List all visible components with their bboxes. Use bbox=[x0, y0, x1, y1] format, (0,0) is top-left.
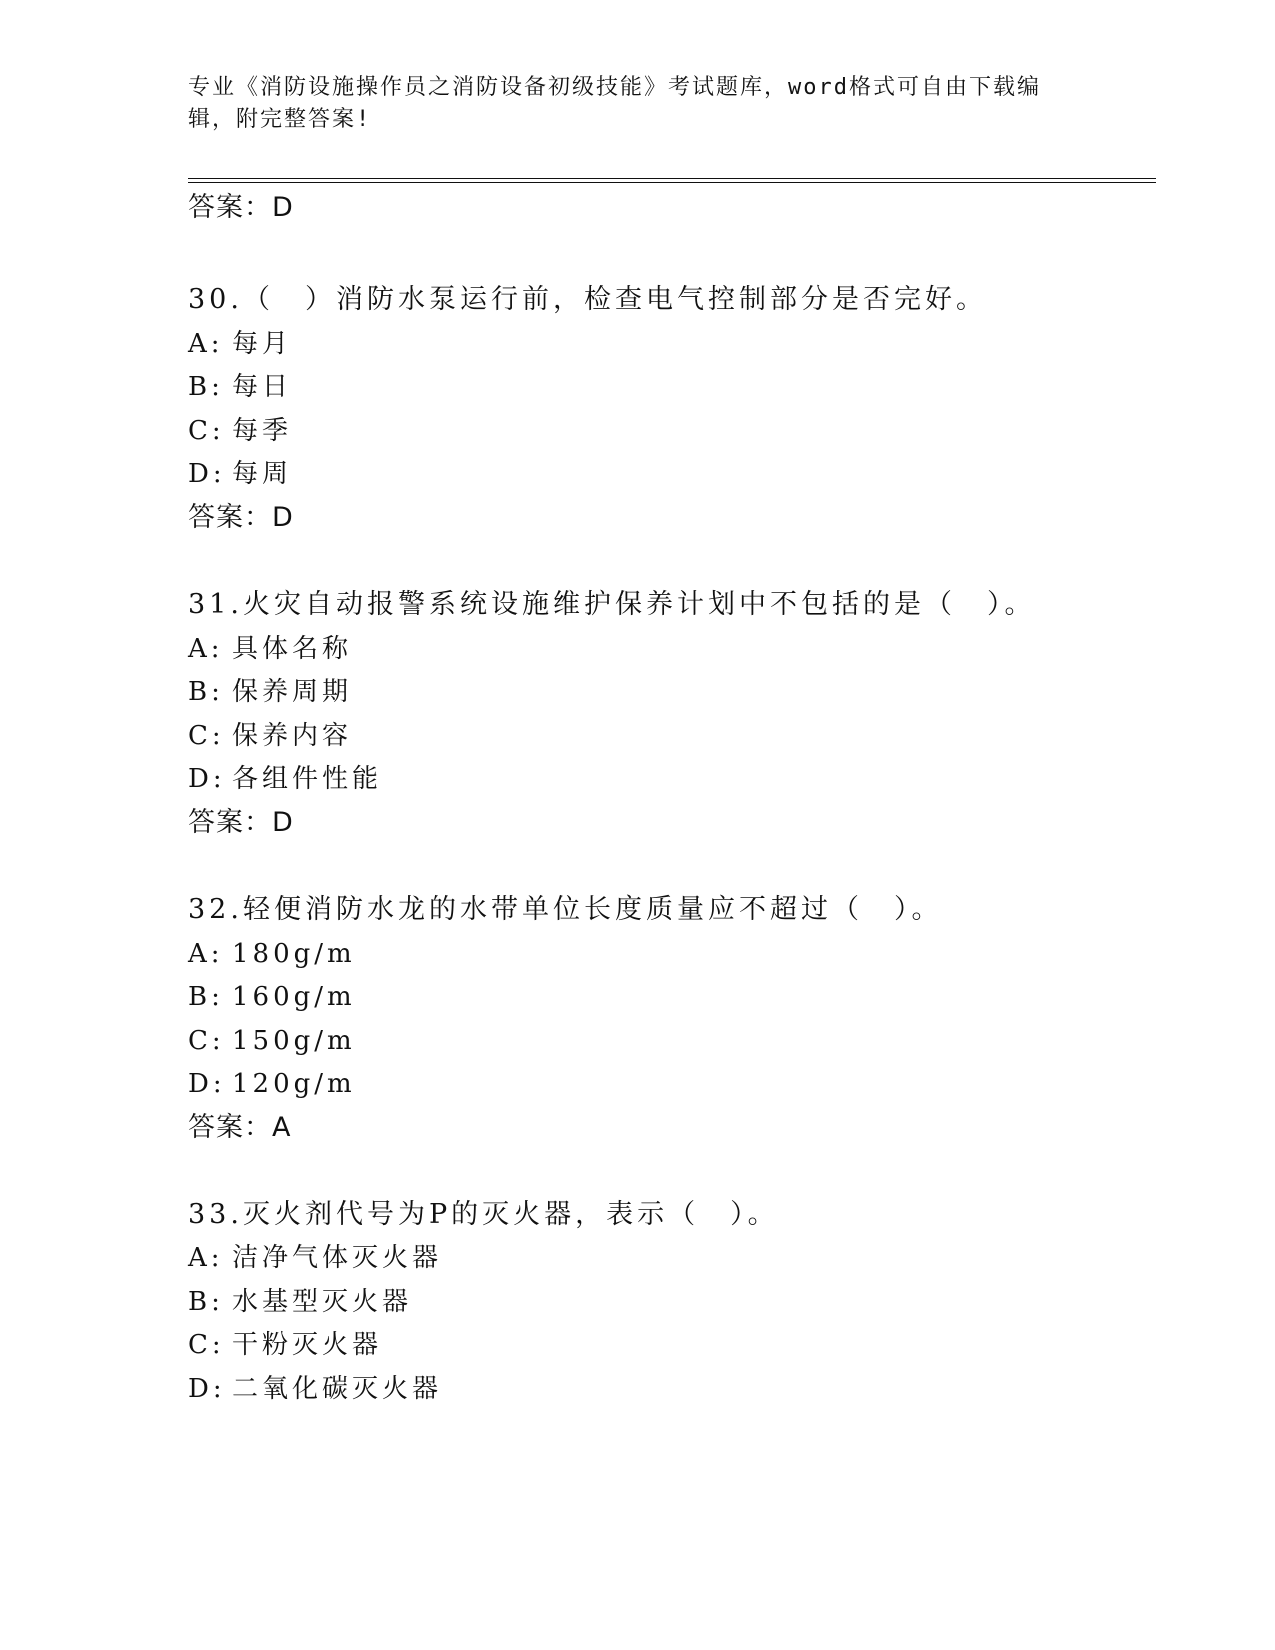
question-33-option-c bbox=[188, 1327, 382, 1363]
option-key: A: bbox=[188, 329, 224, 359]
option-text: 保养周期 bbox=[232, 677, 353, 707]
option-key: C: bbox=[188, 1330, 225, 1360]
option-text: 150g/m bbox=[232, 1026, 356, 1056]
question-33-option-d bbox=[188, 1371, 442, 1407]
question-30-option-b bbox=[188, 369, 292, 405]
option-text: 干粉灭火器 bbox=[232, 1330, 383, 1360]
option-key: C: bbox=[188, 721, 225, 751]
header-divider bbox=[188, 178, 1156, 183]
document-intro: 专业《消防设施操作员之消防设备初级技能》考试题库，word格式可自由下载编辑，附完整答案! bbox=[188, 75, 1041, 132]
option-key: A: bbox=[188, 939, 224, 969]
question-33-option-b bbox=[188, 1284, 412, 1320]
question-31-option-a bbox=[188, 631, 352, 667]
question-33-option-a bbox=[188, 1240, 442, 1276]
question-30-option-c bbox=[188, 413, 292, 449]
option-text: 每季 bbox=[232, 416, 293, 446]
question-32: 32.轻便消防水龙的水带单位长度质量应不超过（ ）。 bbox=[188, 894, 943, 925]
question-30-option-a bbox=[188, 326, 292, 362]
question-31-option-b bbox=[188, 674, 352, 710]
option-text: 160g/m bbox=[232, 982, 356, 1012]
question-32-option-c bbox=[188, 1023, 356, 1059]
option-key: D: bbox=[188, 764, 226, 794]
question-32-option-d bbox=[188, 1066, 356, 1102]
question-30: 30.（ ）消防水泵运行前，检查电气控制部分是否完好。 bbox=[188, 284, 987, 315]
question-30-answer: 答案：D bbox=[188, 502, 294, 533]
question-31-option-d bbox=[188, 761, 382, 797]
question-32-answer: 答案：A bbox=[188, 1112, 292, 1143]
question-32-option-a bbox=[188, 936, 356, 972]
option-text: 120g/m bbox=[232, 1069, 356, 1099]
option-key: C: bbox=[188, 416, 225, 446]
question-31: 31.火灾自动报警系统设施维护保养计划中不包括的是（ ）。 bbox=[188, 589, 1036, 620]
previous-answer: 答案：D bbox=[188, 192, 294, 223]
question-30-option-d bbox=[188, 456, 292, 492]
option-key: B: bbox=[188, 982, 224, 1012]
option-text: 180g/m bbox=[232, 939, 356, 969]
option-text: 每月 bbox=[232, 329, 293, 359]
question-32-option-b bbox=[188, 979, 356, 1015]
option-text: 具体名称 bbox=[232, 634, 353, 664]
option-key: D: bbox=[188, 1374, 226, 1404]
question-33: 33.灭火剂代号为P的灭火器，表示（ ）。 bbox=[188, 1199, 779, 1230]
option-key: A: bbox=[188, 1243, 224, 1273]
option-text: 每日 bbox=[232, 372, 293, 402]
option-text: 洁净气体灭火器 bbox=[232, 1243, 443, 1273]
question-31-option-c bbox=[188, 718, 352, 754]
option-key: B: bbox=[188, 1287, 224, 1317]
question-31-answer: 答案：D bbox=[188, 807, 294, 838]
option-key: D: bbox=[188, 459, 226, 489]
option-key: D: bbox=[188, 1069, 226, 1099]
option-text: 二氧化碳灭火器 bbox=[232, 1374, 443, 1404]
option-text: 每周 bbox=[232, 459, 293, 489]
option-text: 各组件性能 bbox=[232, 764, 383, 794]
option-text: 保养内容 bbox=[232, 721, 353, 751]
option-key: C: bbox=[188, 1026, 225, 1056]
option-key: B: bbox=[188, 677, 224, 707]
option-key: B: bbox=[188, 372, 224, 402]
option-key: A: bbox=[188, 634, 224, 664]
option-text: 水基型灭火器 bbox=[232, 1287, 413, 1317]
